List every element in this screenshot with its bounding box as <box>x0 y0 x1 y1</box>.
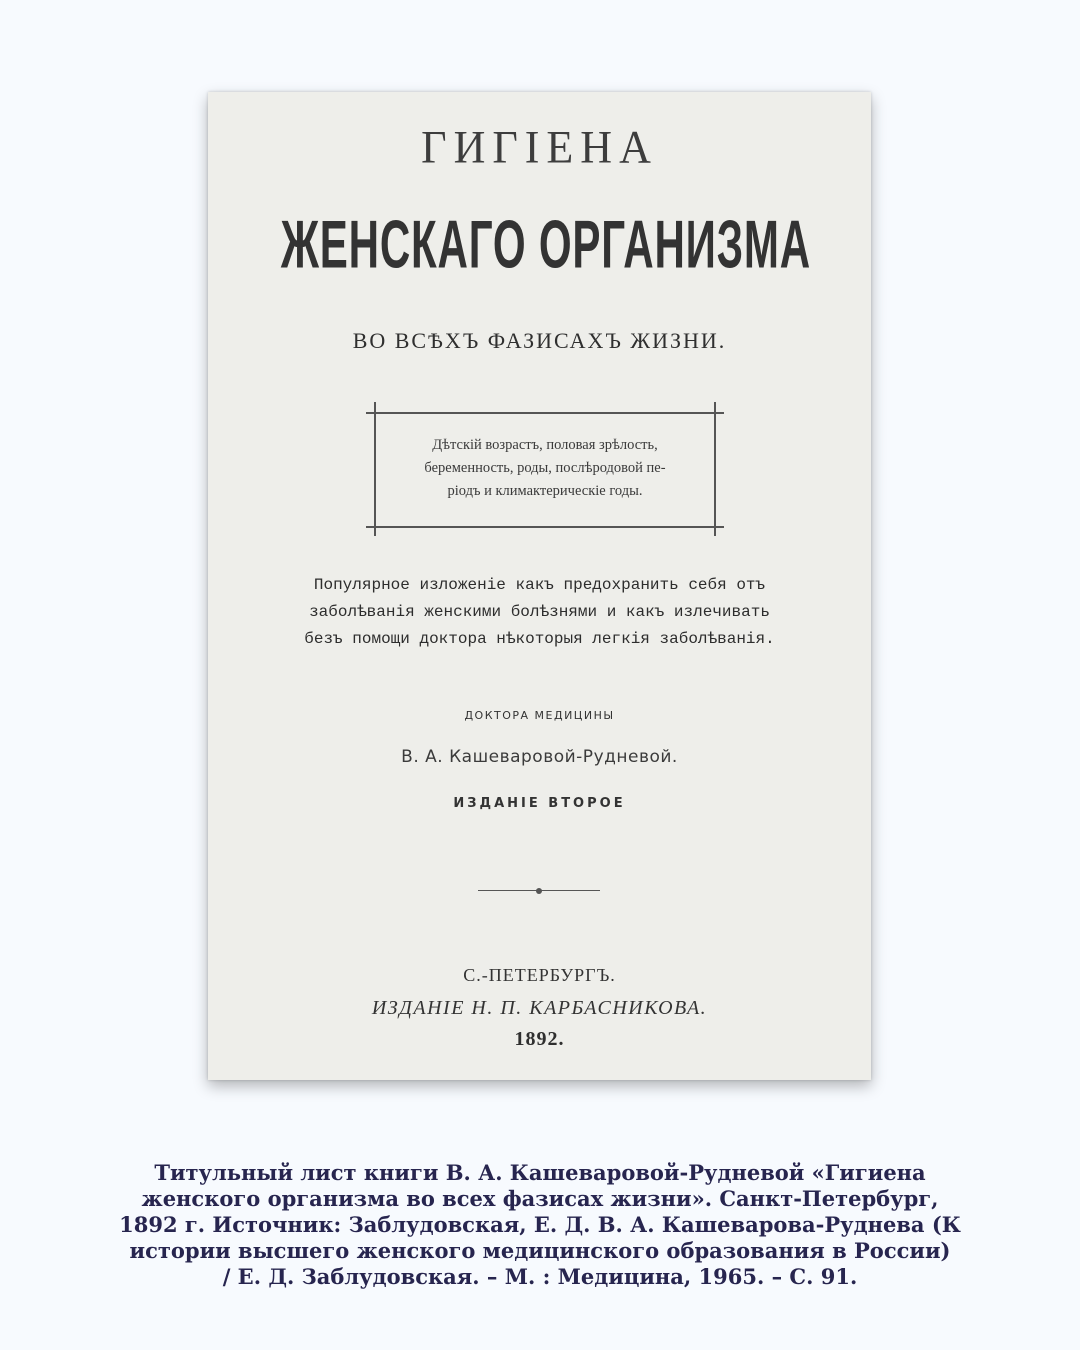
doctor-label: ДОКТОРА МЕДИЦИНЫ <box>464 709 615 722</box>
subtitle: ВО ВСѢХЪ ФАЗИСАХЪ ЖИЗНИ. <box>352 328 727 353</box>
caption-line: Титульный лист книги В. А. Кашеваровой-Рудневой «Гигиена <box>154 1160 926 1185</box>
caption-line: женского организма во всех фазисах жизни». Санкт-Петербург, <box>141 1186 939 1211</box>
popular-line: заболѣванія женскими болѣзнями и какъ излечивать <box>309 603 770 621</box>
caption-line: 1892 г. Источник: Заблудовская, Е. Д. В. А. Кашеварова-Руднева (К <box>119 1212 961 1237</box>
publisher: ИЗДАНІЕ Н. П. КАРБАСНИКОВА. <box>371 997 708 1019</box>
image-caption <box>40 1160 1040 1290</box>
framed-description-box <box>366 412 724 528</box>
box-line: ріодъ и климактерическіе годы. <box>447 483 643 499</box>
popular-line: безъ помощи доктора нѣкоторыя легкія заболѣванія. <box>304 630 775 648</box>
title-line-2: ЖЕНСКАГО ОРГАНИЗМА <box>280 207 811 283</box>
box-line: Дѣтскій возрастъ, половая зрѣлость, <box>432 437 658 453</box>
divider-dot <box>536 888 542 894</box>
box-text <box>366 434 724 503</box>
title-page-scan <box>208 92 871 1080</box>
ornamental-divider <box>478 888 600 894</box>
year: 1892. <box>514 1028 565 1050</box>
caption-line: истории высшего женского медицинского образования в России) <box>129 1238 951 1263</box>
edition-label: ИЗДАНІЕ ВТОРОЕ <box>453 796 626 811</box>
caption-line: / Е. Д. Заблудовская. – М. : Медицина, 1965. – С. 91. <box>222 1264 858 1289</box>
city: С.-ПЕТЕРБУРГЪ. <box>463 965 616 985</box>
author-name: В. А. Кашеваровой-Рудневой. <box>401 747 678 767</box>
popular-line: Популярное изложеніе какъ предохранить себя отъ <box>313 576 766 594</box>
box-line: беременность, роды, послѣродовой пе- <box>424 460 666 476</box>
title-line-1: ГИГІЕНА <box>421 121 658 174</box>
popular-description <box>208 572 871 653</box>
